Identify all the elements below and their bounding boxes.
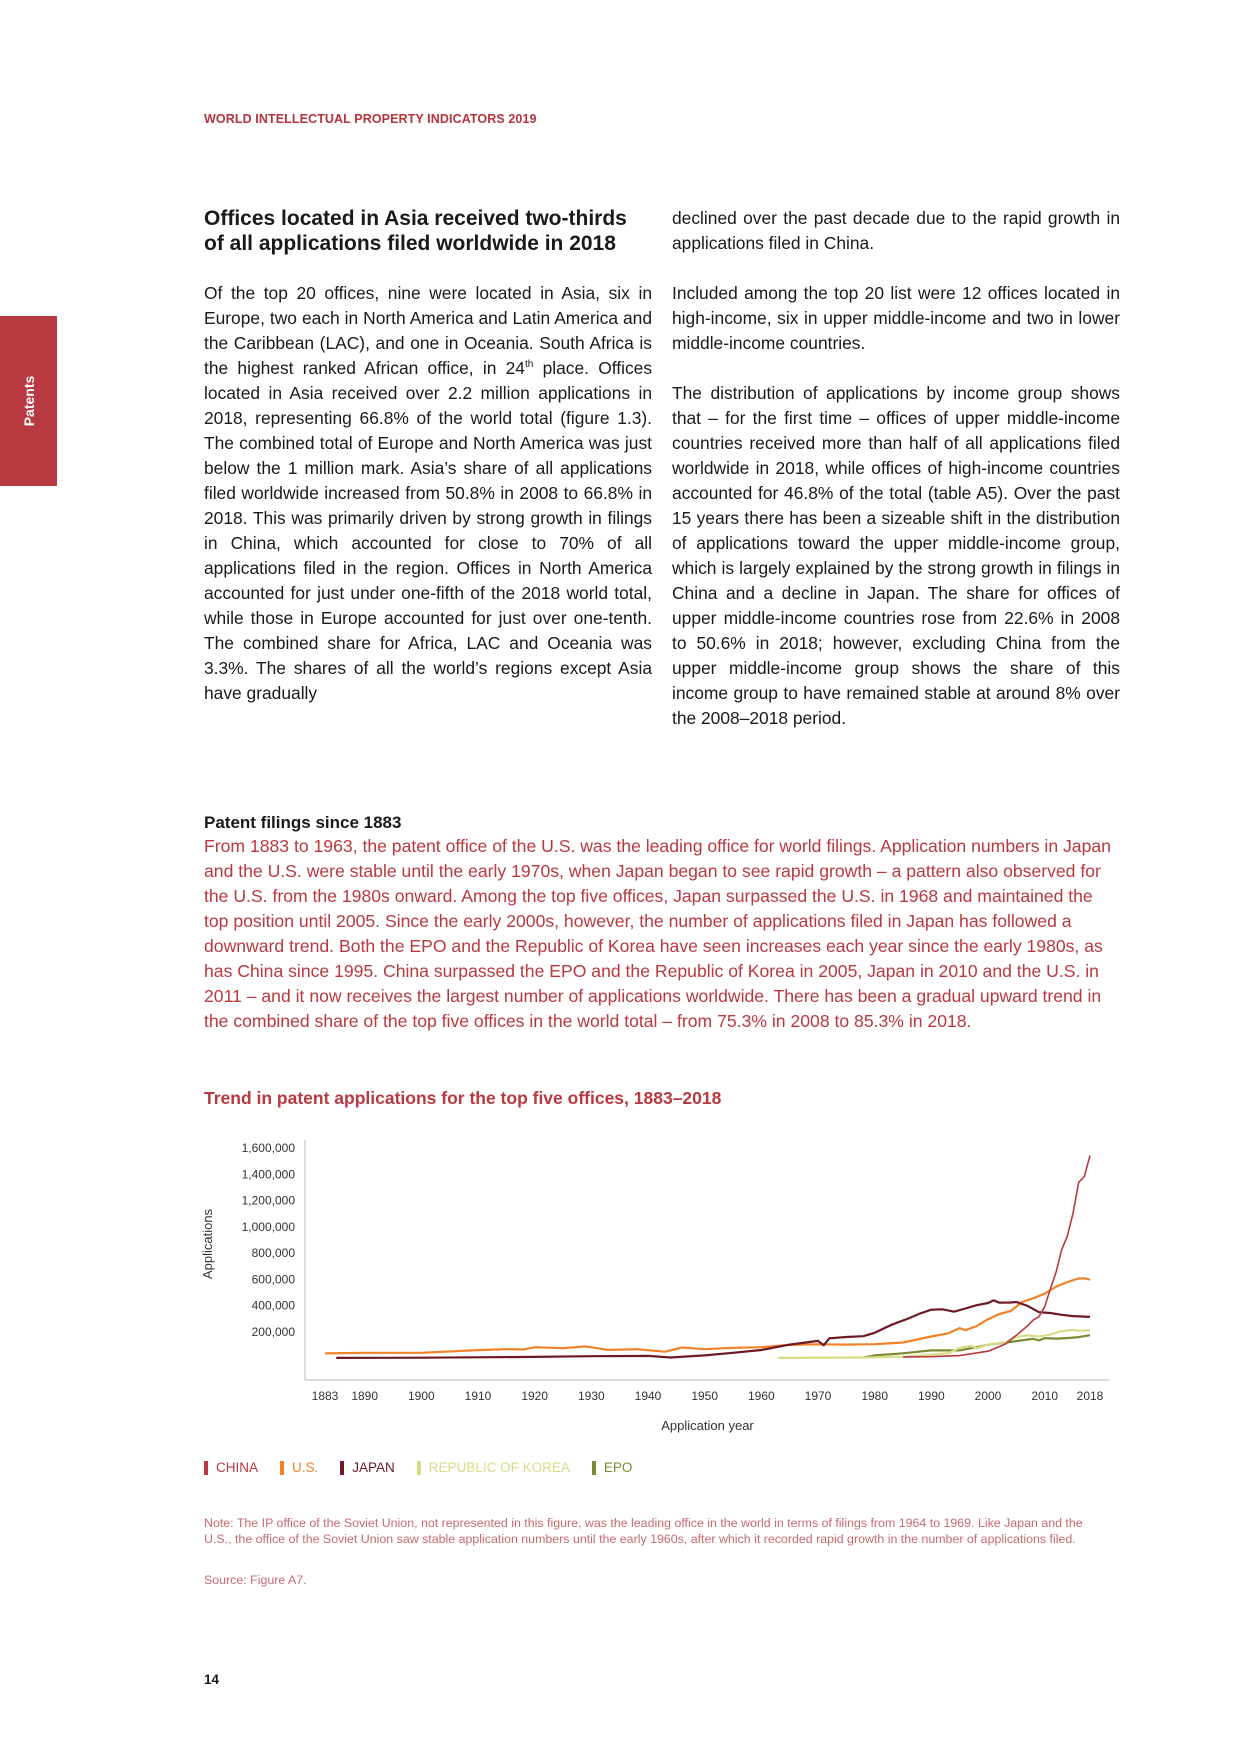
legend-item bbox=[417, 1460, 570, 1475]
x-tick-label: 2000 bbox=[974, 1389, 1002, 1403]
box-title: Patent filings since 1883 bbox=[204, 813, 402, 832]
series-line-epo bbox=[863, 1335, 1090, 1357]
x-tick-label: 1990 bbox=[917, 1389, 945, 1403]
section-tab bbox=[0, 316, 57, 486]
x-tick-label: 1883 bbox=[311, 1389, 339, 1403]
page-number: 14 bbox=[204, 1672, 220, 1687]
paragraph-text: Of the top 20 offices, nine were located in Asia, six in Europe, two each in North America and Latin America and the Caribbean (LAC), and one in Oceania. South Africa is the highest ranked African office, in 24 bbox=[204, 283, 652, 378]
chart-title: Trend in patent applications for the top five offices, 1883–2018 bbox=[204, 1088, 722, 1108]
x-tick-label: 1920 bbox=[521, 1389, 549, 1403]
paragraph bbox=[204, 281, 652, 706]
superscript: th bbox=[524, 359, 534, 371]
running-head: WORLD INTELLECTUAL PROPERTY INDICATORS 2019 bbox=[204, 112, 537, 126]
y-tick-label: 400,000 bbox=[251, 1298, 295, 1313]
x-tick-label: 1980 bbox=[861, 1389, 889, 1403]
paragraph: declined over the past decade due to the rapid growth in applications filed in China. bbox=[672, 208, 1120, 253]
x-tick-label: 1910 bbox=[464, 1389, 492, 1403]
y-tick-label: 1,200,000 bbox=[241, 1193, 295, 1208]
x-tick-label: 1970 bbox=[804, 1389, 832, 1403]
legend-label: EPO bbox=[603, 1460, 633, 1475]
x-axis-ticks bbox=[312, 1389, 1104, 1403]
x-tick-label: 1900 bbox=[407, 1389, 435, 1403]
y-axis-label: Applications bbox=[200, 1208, 215, 1280]
section-tab-label: Patents bbox=[20, 375, 37, 427]
y-tick-label: 1,000,000 bbox=[241, 1219, 295, 1234]
y-tick-label: 200,000 bbox=[251, 1324, 295, 1339]
line-chart bbox=[190, 1130, 1130, 1450]
text-column-right bbox=[672, 206, 1120, 756]
legend-label: REPUBLIC OF KOREA bbox=[428, 1460, 570, 1475]
x-tick-label: 1890 bbox=[351, 1389, 379, 1403]
y-tick-label: 1,600,000 bbox=[241, 1141, 295, 1155]
chart-note: Note: The IP office of the Soviet Union, not represented in this figure, was the leading office in the world in terms of filings from 1964 to 1969. Like Japan and the U.S., the office of the Soviet Union saw stable application numbers until the early 1960s, after which it recorded rapid growth in the number of applications filed. bbox=[204, 1516, 1083, 1546]
series-lines bbox=[325, 1156, 1090, 1358]
text-column-left bbox=[204, 206, 652, 731]
x-axis-label: Application year bbox=[661, 1418, 754, 1433]
section-heading: Offices located in Asia received two-thirds of all applications filed worldwide in 2018 bbox=[204, 207, 627, 255]
series-line-u-s bbox=[325, 1278, 1090, 1353]
legend-label: CHINA bbox=[216, 1460, 259, 1475]
series-line-china bbox=[903, 1156, 1090, 1357]
x-tick-label: 2018 bbox=[1076, 1389, 1104, 1403]
chart-legend bbox=[204, 1460, 654, 1475]
legend-label: JAPAN bbox=[352, 1460, 395, 1475]
legend-swatch bbox=[417, 1461, 421, 1475]
x-tick-label: 1930 bbox=[577, 1389, 605, 1403]
box-text: From 1883 to 1963, the patent office of the U.S. was the leading office for world filings. Application numbers in Japan and the U.S. were stable until the early 1970s, when Japan began to see rapid growth – a pattern also observed for the U.S. from the 1980s onward. Among the top five offices, Japan surpassed the U.S. in 1968 and maintained the top position until 2005. Since the early 2000s, however, the number of applications filed in Japan has followed a downward trend. Both the EPO and the Republic of Korea have seen increases each year since the early 1980s, as has China since 1995. China surpassed the EPO and the Republic of Korea in 2005, Japan in 2010 and the U.S. in 2011 – and it now receives the largest number of applications worldwide. There has been a gradual upward trend in the combined share of the top five offices in the world total – from 75.3% in 2008 to 85.3% in 2018. bbox=[204, 836, 1111, 1031]
paragraph: Included among the top 20 list were 12 offices located in high-income, six in upper middle-income and two in lower middle-income countries. bbox=[672, 283, 1120, 353]
legend-swatch bbox=[204, 1461, 208, 1475]
y-axis-ticks bbox=[242, 1141, 296, 1339]
y-tick-label: 1,400,000 bbox=[241, 1167, 295, 1182]
paragraph: The distribution of applications by income group shows that – for the first time – offices of upper middle-income countries received more than half of all applications filed worldwide in 2018, while offices of high-income countries accounted for 46.8% of the total (table A5). Over the past 15 years there has been a sizeable shift in the distribution of applications toward the upper middle-income group, which is largely explained by the strong growth in filings in China and a decline in Japan. The share for offices of upper middle-income countries rose from 22.6% in 2008 to 50.6% in 2018; however, excluding China from the upper middle-income group shows the share of this income group to have remained stable at around 8% over the 2008–2018 period. bbox=[672, 383, 1120, 728]
chart-source: Source: Figure A7. bbox=[204, 1573, 307, 1587]
legend-swatch bbox=[340, 1461, 344, 1475]
x-tick-label: 1950 bbox=[691, 1389, 719, 1403]
x-tick-label: 1960 bbox=[747, 1389, 775, 1403]
legend-item bbox=[204, 1460, 258, 1475]
legend-item bbox=[340, 1460, 395, 1475]
x-tick-label: 1940 bbox=[634, 1389, 662, 1403]
legend-label: U.S. bbox=[292, 1460, 319, 1475]
legend-swatch bbox=[280, 1461, 284, 1475]
y-tick-label: 800,000 bbox=[251, 1246, 295, 1260]
y-tick-label: 600,000 bbox=[251, 1272, 295, 1287]
x-tick-label: 2010 bbox=[1031, 1389, 1059, 1403]
legend-swatch bbox=[592, 1461, 596, 1475]
legend-item bbox=[592, 1460, 633, 1475]
paragraph-text: place. Offices located in Asia received over 2.2 million applications in 2018, representing 66.8% of the world total (figure 1.3). The combined total of Europe and North America was just below the 1 million mark. Asia’s share of all applications filed worldwide increased from 50.8% in 2008 to 66.8% in 2018. This was primarily driven by strong growth in filings in China, which accounted for close to 70% of all applications filed in the region. Offices in North America accounted for just under one-fifth of the 2018 world total, while those in Europe accounted for just over one-tenth. The combined share for Africa, LAC and Oceania was 3.3%. The shares of all the world’s regions except Asia have gradually bbox=[204, 358, 653, 703]
legend-item bbox=[280, 1460, 318, 1475]
